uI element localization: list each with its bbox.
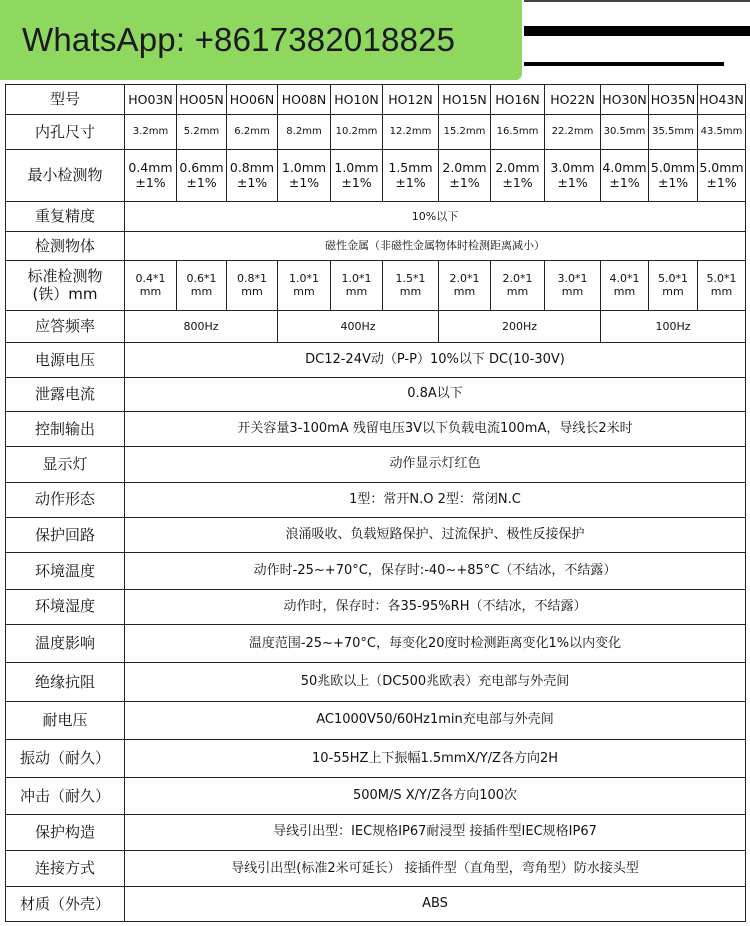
row-value: 500M/S X/Y/Z各方向100次 (125, 778, 746, 814)
model-cell: HO03N (125, 85, 177, 115)
std-object-cell: 5.0*1 mm (698, 260, 746, 310)
row-value: 动作时-25~+70°C，保存时:-40~+85°C（不结冰，不结露） (125, 553, 746, 589)
bore-cell: 6.2mm (227, 115, 278, 149)
row-label: 应答频率 (6, 311, 125, 343)
model-cell: HO08N (278, 85, 331, 115)
row-value: 动作显示灯红色 (125, 447, 746, 482)
min-detect-cell: 1.5mm ±1% (383, 149, 439, 202)
table-row (6, 663, 746, 701)
row-label: 保护回路 (6, 518, 125, 553)
row-label: 耐电压 (6, 701, 125, 739)
min-detect-cell: 2.0mm ±1% (491, 149, 545, 202)
std-object-cell: 1.0*1 mm (278, 260, 331, 310)
table-row (6, 701, 746, 739)
model-cell: HO12N (383, 85, 439, 115)
row-label: 重复精度 (6, 202, 125, 232)
row-label: 检测物体 (6, 232, 125, 260)
table-row (6, 412, 746, 447)
row-value: 温度范围-25~+70°C，每变化20度时检测距离变化1%以内变化 (125, 625, 746, 663)
row-value: 1型：常开N.O 2型：常闭N.C (125, 482, 746, 517)
std-object-cell: 1.5*1 mm (383, 260, 439, 310)
bore-cell: 15.2mm (439, 115, 491, 149)
table-row-object (6, 232, 746, 260)
row-value: 10-55HZ上下振幅1.5mmX/Y/Z各方向2H (125, 740, 746, 778)
row-value: 动作时，保存时：各35-95%RH（不结冰，不结露） (125, 589, 746, 624)
table-row-std-object (6, 260, 746, 310)
std-object-cell: 3.0*1 mm (545, 260, 601, 310)
row-label: 环境湿度 (6, 589, 125, 624)
table-row-frequency (6, 311, 746, 343)
table-row (6, 887, 746, 922)
bore-cell: 8.2mm (278, 115, 331, 149)
row-label: 动作形态 (6, 482, 125, 517)
std-object-cell: 0.8*1 mm (227, 260, 278, 310)
model-cell: HO15N (439, 85, 491, 115)
row-value: AC1000V50/60Hz1min充电部与外壳间 (125, 701, 746, 739)
min-detect-cell: 1.0mm ±1% (278, 149, 331, 202)
row-label: 冲击（耐久） (6, 778, 125, 814)
freq-cell: 200Hz (439, 311, 601, 343)
row-label: 绝缘抗阻 (6, 663, 125, 701)
model-cell: HO16N (491, 85, 545, 115)
row-value: 浪涌吸收、负载短路保护、过流保护、极性反接保护 (125, 518, 746, 553)
table-row (6, 625, 746, 663)
model-cell: HO22N (545, 85, 601, 115)
spec-table (5, 84, 746, 922)
model-cell: HO30N (601, 85, 649, 115)
table-row (6, 482, 746, 517)
row-label: 内孔尺寸 (6, 115, 125, 149)
table-row (6, 518, 746, 553)
table-row (6, 343, 746, 377)
row-label: 环境温度 (6, 553, 125, 589)
std-object-cell: 4.0*1 mm (601, 260, 649, 310)
table-row-bore (6, 115, 746, 149)
bore-cell: 3.2mm (125, 115, 177, 149)
row-value: DC12-24V动（P-P）10%以下 DC(10-30V) (125, 343, 746, 377)
row-value: 50兆欧以上（DC500兆欧表）充电部与外壳间 (125, 663, 746, 701)
freq-cell: 800Hz (125, 311, 278, 343)
model-cell: HO05N (177, 85, 227, 115)
table-row (6, 814, 746, 850)
decorative-rule (524, 62, 724, 66)
model-cell: HO35N (649, 85, 698, 115)
table-row (6, 778, 746, 814)
bore-cell: 5.2mm (177, 115, 227, 149)
row-value: 开关容量3-100mA 残留电压3V以下负载电流100mA，导线长2米时 (125, 412, 746, 447)
row-value: 磁性金属（非磁性金属物体时检测距离减小） (125, 232, 746, 260)
table-row (6, 447, 746, 482)
bore-cell: 12.2mm (383, 115, 439, 149)
row-value: ABS (125, 887, 746, 922)
min-detect-cell: 5.0mm ±1% (698, 149, 746, 202)
table-row-model (6, 85, 746, 115)
row-label: 电源电压 (6, 343, 125, 377)
row-label: 控制输出 (6, 412, 125, 447)
bore-cell: 30.5mm (601, 115, 649, 149)
row-label: 振动（耐久） (6, 740, 125, 778)
bore-cell: 43.5mm (698, 115, 746, 149)
min-detect-cell: 2.0mm ±1% (439, 149, 491, 202)
min-detect-cell: 0.8mm ±1% (227, 149, 278, 202)
whatsapp-contact-banner (0, 0, 522, 80)
row-label: 泄露电流 (6, 377, 125, 411)
row-value: 10%以下 (125, 202, 746, 232)
table-row-repeat (6, 202, 746, 232)
min-detect-cell: 1.0mm ±1% (331, 149, 383, 202)
std-object-cell: 2.0*1 mm (439, 260, 491, 310)
std-object-cell: 0.4*1 mm (125, 260, 177, 310)
model-cell: HO10N (331, 85, 383, 115)
model-cell: HO06N (227, 85, 278, 115)
row-label: 温度影响 (6, 625, 125, 663)
row-label: 最小检测物 (6, 149, 125, 202)
row-label: 材质（外壳） (6, 887, 125, 922)
row-value: 0.8A以下 (125, 377, 746, 411)
table-row (6, 740, 746, 778)
row-label: 型号 (6, 85, 125, 115)
row-label: 保护构造 (6, 814, 125, 850)
row-label: 显示灯 (6, 447, 125, 482)
bore-cell: 22.2mm (545, 115, 601, 149)
table-row (6, 553, 746, 589)
model-cell: HO43N (698, 85, 746, 115)
row-label: 标准检测物 (铁）mm (6, 260, 125, 310)
row-value: 导线引出型：IEC规格IP67耐浸型 接插件型IEC规格IP67 (125, 814, 746, 850)
table-row (6, 377, 746, 411)
decorative-rule (524, 0, 750, 2)
std-object-cell: 5.0*1 mm (649, 260, 698, 310)
std-object-cell: 2.0*1 mm (491, 260, 545, 310)
freq-cell: 400Hz (278, 311, 439, 343)
min-detect-cell: 3.0mm ±1% (545, 149, 601, 202)
row-value: 导线引出型(标准2米可延长） 接插件型（直角型，弯角型）防水接头型 (125, 851, 746, 887)
bore-cell: 10.2mm (331, 115, 383, 149)
row-label: 连接方式 (6, 851, 125, 887)
freq-cell: 100Hz (601, 311, 746, 343)
min-detect-cell: 0.6mm ±1% (177, 149, 227, 202)
min-detect-cell: 4.0mm ±1% (601, 149, 649, 202)
table-row-min-detect (6, 149, 746, 202)
min-detect-cell: 5.0mm ±1% (649, 149, 698, 202)
table-row (6, 589, 746, 624)
decorative-rule (524, 26, 750, 36)
std-object-cell: 0.6*1 mm (177, 260, 227, 310)
table-row (6, 851, 746, 887)
bore-cell: 35.5mm (649, 115, 698, 149)
min-detect-cell: 0.4mm ±1% (125, 149, 177, 202)
bore-cell: 16.5mm (491, 115, 545, 149)
banner-text: WhatsApp: +8617382018825 (22, 21, 456, 58)
std-object-cell: 1.0*1 mm (331, 260, 383, 310)
